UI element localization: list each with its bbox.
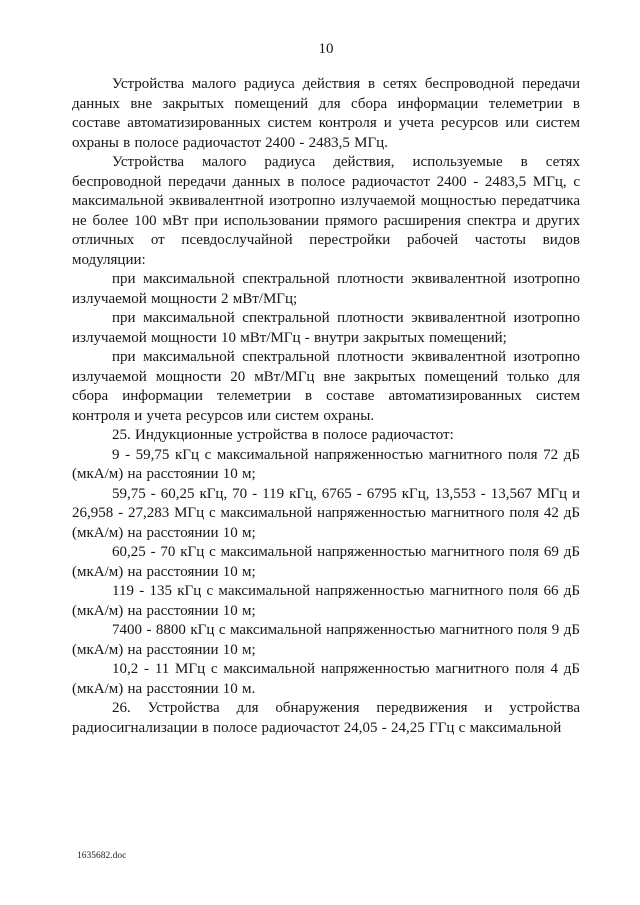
paragraph: Устройства малого радиуса действия в сетях беспроводной передачи данных вне закрытых помещений для сбора информации телеметрии в составе автоматизированных систем контроля и учета ресурсов или систем охраны в полосе радиочастот 2400 - 2483,5 МГц. [72,76,580,151]
paragraph: 25. Индукционные устройства в полосе радиочастот: [112,427,454,443]
page-number: 10 [318,41,334,57]
paragraph: 9 - 59,75 кГц с максимальной напряженностью магнитного поля 72 дБ (мкА/м) на расстоянии 10 м; [72,446,580,482]
paragraph: 60,25 - 70 кГц с максимальной напряженностью магнитного поля 69 дБ (мкА/м) на расстоянии 10 м; [72,544,580,580]
paragraph: при максимальной спектральной плотности эквивалентной изотропно излучаемой мощности 20 мВт/МГц вне закрытых помещений только для сбора информации телеметрии в составе автоматизированных систем контроля и учета ресурсов или систем охраны. [72,349,580,424]
paragraph: 59,75 - 60,25 кГц, 70 - 119 кГц, 6765 - 6795 кГц, 13,553 - 13,567 МГц и 26,958 - 27,283 МГц с максимальной напряженностью магнитного поля 42 дБ (мкА/м) на расстоянии 10 м; [72,485,580,541]
footer-filename: 1635682.doc [77,851,127,861]
document-content [72,40,580,738]
paragraph: 26. Устройства для обнаружения передвижения и устройства радиосигнализации в полосе радиочастот 24,05 - 24,25 ГГц с максимальной [72,700,580,736]
paragraph: 119 - 135 кГц с максимальной напряженностью магнитного поля 66 дБ (мкА/м) на расстоянии 10 м; [72,583,580,619]
paragraph: 10,2 - 11 МГц с максимальной напряженностью магнитного поля 4 дБ (мкА/м) на расстоянии 10 м. [72,661,580,697]
paragraph: Устройства малого радиуса действия, используемые в сетях беспроводной передачи данных в полосе радиочастот 2400 - 2483,5 МГц, с максимальной эквивалентной изотропно излучаемой мощностью передатчика не более 100 мВт при использовании прямого расширения спектра и других отличных от псевдослучайной перестройки рабочей частоты видов модуляции: [72,154,580,268]
paragraph: 7400 - 8800 кГц с максимальной напряженностью магнитного поля 9 дБ (мкА/м) на расстоянии 10 м; [72,622,580,658]
paragraph: при максимальной спектральной плотности эквивалентной изотропно излучаемой мощности 10 мВт/МГц - внутри закрытых помещений; [72,310,580,346]
paragraph: при максимальной спектральной плотности эквивалентной изотропно излучаемой мощности 2 мВт/МГц; [72,271,580,307]
